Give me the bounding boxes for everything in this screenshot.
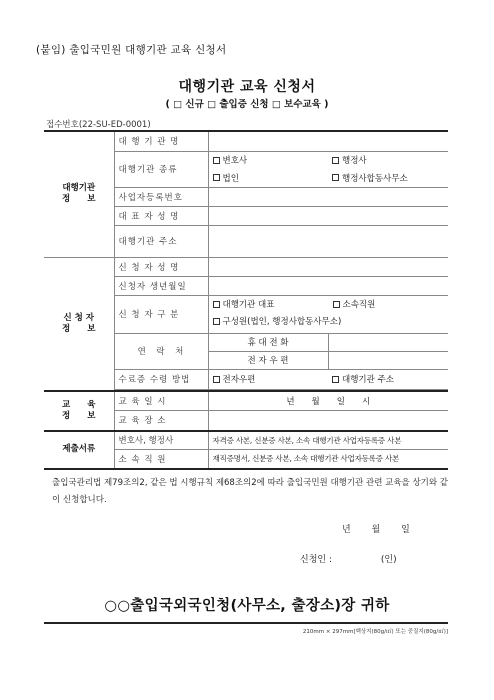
date-line: 년 월 일: [342, 525, 410, 535]
checkbox-icon: [332, 174, 339, 181]
applicant-name-label: 신 청 자 성 명: [114, 257, 208, 276]
option-label: 법인: [222, 173, 239, 184]
section-documents: 제출서류: [44, 431, 114, 469]
section-agency-line2: 정 보: [62, 194, 96, 205]
receipt-number: 접수번호(22-SU-ED-0001): [46, 120, 151, 130]
section-agency-line1: 대행기관: [62, 183, 96, 194]
doc-lawyer-value: 자격증 사본, 신분증 사본, 소속 대행기관 사업자등록증 사본: [208, 431, 448, 450]
agency-name-field[interactable]: [208, 131, 448, 151]
agency-address-field[interactable]: [208, 225, 448, 257]
edu-place-field[interactable]: [208, 411, 448, 431]
checkbox-icon: [333, 301, 340, 308]
section-education-line1: 교 육: [62, 399, 96, 410]
application-statement: 출입국관리법 제79조의2, 같은 법 시행규칙 제68조의2에 따라 출입국민원 대행기관 관련 교육을 상기와 같이 신청합니다.: [52, 478, 449, 505]
recipient: ○○출입국외국인청(사무소, 출장소)장 귀하: [104, 598, 390, 614]
applicant-signature-line: [300, 552, 397, 565]
paper-spec: 210mm × 297mm[백상지(80g/㎡) 또는 중질지(80g/㎡)]: [302, 629, 448, 635]
mobile-label: [208, 333, 328, 351]
agency-type-option-lawyer[interactable]: [208, 151, 328, 169]
category-option-member[interactable]: [213, 314, 445, 331]
representative-label: 대 표 자 성 명: [114, 206, 208, 225]
applicant-birth-label: 신청자 생년월일: [114, 276, 208, 295]
edu-datetime-field[interactable]: 년 월 일 시: [208, 391, 448, 411]
biz-number-field[interactable]: [208, 187, 448, 206]
applicant-category-label: 신 청 자 구 분: [114, 295, 208, 333]
email-label: [208, 351, 328, 369]
option-label: 소속직원: [342, 300, 376, 310]
checkbox-icon: [332, 376, 339, 383]
option-label: 행정사합동사무소: [342, 173, 408, 184]
option-label: 전자우편: [222, 375, 256, 385]
applicant-category-options: [208, 295, 448, 333]
doc-lawyer-label: 변호사, 행정사: [114, 431, 208, 450]
doc-staff-label: 소 속 직 원: [114, 450, 208, 469]
category-option-rep[interactable]: [213, 297, 333, 314]
section-education-info: [44, 391, 114, 431]
application-form-table: [44, 130, 448, 470]
applicant-sign-label: 신청인 :: [300, 555, 332, 565]
edu-place-label: 교 육 장 소: [114, 411, 208, 431]
agency-type-label: 대행기관 종류: [114, 151, 208, 187]
representative-field[interactable]: [208, 206, 448, 225]
contact-label: 연 락 처: [114, 333, 208, 369]
section-applicant-info: [44, 257, 114, 391]
agency-type-option-joint[interactable]: [328, 169, 448, 187]
option-label: 변호사: [222, 156, 248, 167]
cert-option-email[interactable]: [208, 369, 328, 389]
option-label: 행정사: [342, 156, 367, 167]
agency-type-option-admin[interactable]: [328, 151, 448, 169]
footer-divider: [44, 622, 448, 624]
option-label: 구성원(법인, 행정사합동사무소): [222, 317, 342, 327]
section-agency-info: [44, 131, 114, 257]
checkbox-icon: [332, 157, 339, 164]
attachment-label: (붙임) 출입국민원 대행기관 교육 신청서: [36, 44, 227, 56]
agency-type-option-corp[interactable]: [208, 169, 328, 187]
agency-name-label: 대 행 기 관 명: [114, 131, 208, 151]
edu-datetime-label: 교 육 일 시: [114, 391, 208, 411]
agency-address-label: 대행기관 주소: [114, 225, 208, 257]
section-applicant-line1: 신 청 자: [63, 312, 95, 323]
biz-number-label: 사업자등록번호: [114, 187, 208, 206]
checkbox-icon: [213, 174, 220, 181]
seal-mark: (인): [380, 555, 397, 565]
email-label-text: 전 자 우 편: [247, 356, 289, 366]
email-field[interactable]: [328, 351, 448, 369]
form-subtitle: ( □ 신규 □ 출입증 신청 □ 보수교육 ): [165, 99, 329, 110]
checkbox-icon: [213, 376, 220, 383]
option-label: 대행기관 대표: [222, 300, 275, 310]
checkbox-icon: [213, 318, 220, 325]
section-applicant-line2: 정 보: [62, 323, 96, 334]
cert-method-label: 수료증 수령 방법: [114, 369, 208, 389]
checkbox-icon: [213, 301, 220, 308]
form-title: 대행기관 교육 신청서: [178, 79, 316, 95]
cert-option-address[interactable]: [328, 369, 448, 389]
doc-staff-value: 재직증명서, 신분증 사본, 소속 대행기관 사업자등록증 사본: [208, 450, 448, 469]
category-option-staff[interactable]: [333, 300, 376, 310]
applicant-name-field[interactable]: [208, 257, 448, 276]
checkbox-icon: [213, 157, 220, 164]
section-education-line2: 정 보: [62, 410, 96, 421]
mobile-field[interactable]: [328, 333, 448, 351]
option-label: 대행기관 주소: [342, 375, 394, 385]
mobile-label-text: 휴 대 전 화: [247, 338, 289, 348]
applicant-birth-field[interactable]: [208, 276, 448, 295]
